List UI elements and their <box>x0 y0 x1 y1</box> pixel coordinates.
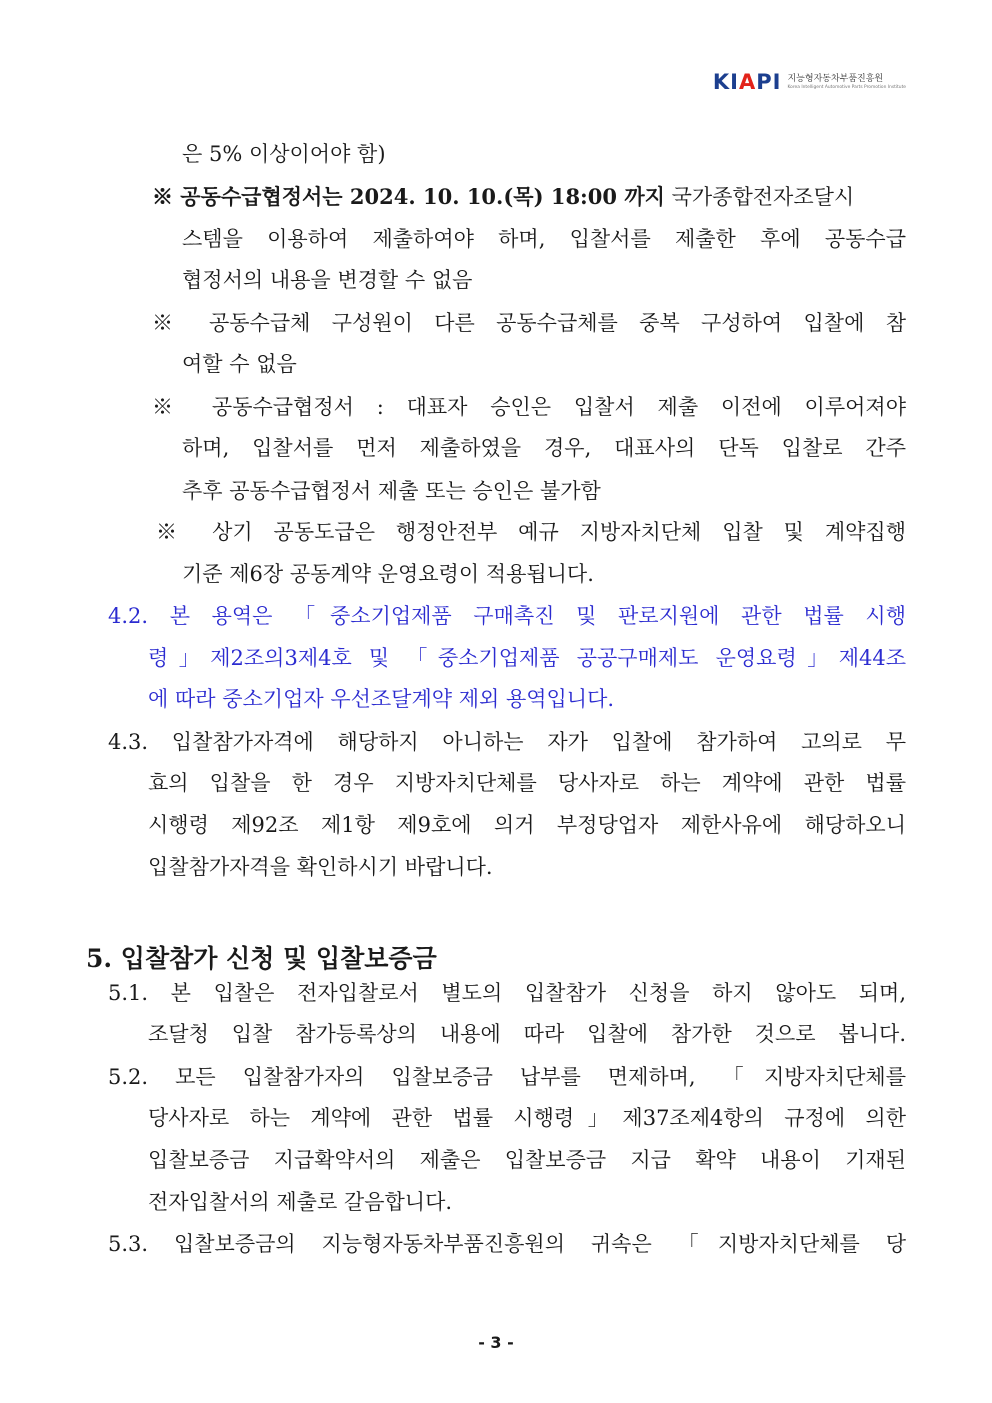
org-name-ko: 지능형자동차부품진흥원 <box>787 74 884 85</box>
page-number: - 3 - <box>478 1333 514 1352</box>
logo-subtitle <box>787 74 906 89</box>
text-line: 4.3. 입찰참가자격에 해당하지 아니하는 자가 입찰에 참가하여 고의로 무 <box>108 730 906 754</box>
text-line: ※ 공동수급협정서 : 대표자 승인은 입찰서 제출 이전에 이루어져야 <box>152 395 906 419</box>
org-name-en: Korea Intelligent Automotive Parts Promotion Institute <box>787 84 906 90</box>
text-line: 스템을 이용하여 제출하여야 하며, 입찰서를 제출한 후에 공동수급 <box>182 227 906 251</box>
text-line: 입찰참가자격을 확인하시기 바랍니다. <box>148 855 493 879</box>
text-line: ※ 공동수급체 구성원이 다른 공동수급체를 중복 구성하여 입찰에 참 <box>152 311 906 335</box>
text-line: 효의 입찰을 한 경우 지방자치단체를 당사자로 하는 계약에 관한 법률 <box>148 771 906 795</box>
text-line: 협정서의 내용을 변경할 수 없음 <box>182 268 473 292</box>
text-line: 5.1. 본 입찰은 전자입찰로서 별도의 입찰참가 신청을 하지 않아도 되며, <box>108 981 906 1005</box>
text-line: 당사자로 하는 계약에 관한 법률 시행령」제37조제4항의 규정에 의한 <box>148 1106 906 1130</box>
text-line: 전자입찰서의 제출로 갈음합니다. <box>148 1190 453 1214</box>
text-line: 5.2. 모든 입찰참가자의 입찰보증금 납부를 면제하며, 「지방자치단체를 <box>108 1065 906 1089</box>
text-line: 시행령 제92조 제1항 제9호에 의거 부정당업자 제한사유에 해당하오니 <box>148 813 906 837</box>
text-line: 하며, 입찰서를 먼저 제출하였을 경우, 대표사의 단독 입찰로 간주 <box>182 436 906 460</box>
text-line <box>152 186 906 208</box>
joint-agreement-deadline: ※ 공동수급협정서는 2024. 10. 10.(목) 18:00 까지 <box>152 184 665 209</box>
text-line: 5.3. 입찰보증금의 지능형자동차부품진흥원의 귀속은 「지방자치단체를 당 <box>108 1232 906 1256</box>
text-line: 입찰보증금 지급확약서의 제출은 입찰보증금 지급 확약 내용이 기재된 <box>148 1148 906 1172</box>
logo-accent-letter: A <box>739 70 757 94</box>
logo-mark: KIAPI <box>712 70 782 94</box>
text-line: 4.2. 본 용역은 「중소기업제품 구매촉진 및 판로지원에 관한 법률 시행 <box>108 604 906 628</box>
text-line: 은 5% 이상이어야 함) <box>182 142 386 166</box>
section-heading: 5. 입찰참가 신청 및 입찰보증금 <box>86 944 437 973</box>
text-line: ※ 상기 공동도급은 행정안전부 예규 지방자치단체 입찰 및 계약집행 <box>156 520 906 544</box>
text-line: 추후 공동수급협정서 제출 또는 승인은 불가함 <box>182 479 601 503</box>
kiapi-logo <box>713 70 906 94</box>
text-line: 기준 제6장 공동계약 운영요령이 적용됩니다. <box>182 562 594 586</box>
text-line: 령」제2조의3제4호 및 「중소기업제품 공공구매제도 운영요령」제44조 <box>148 646 906 670</box>
text-line: 에 따라 중소기업자 우선조달계약 제외 용역입니다. <box>148 687 615 711</box>
text-line: 조달청 입찰 참가등록상의 내용에 따라 입찰에 참가한 것으로 봅니다. <box>148 1022 906 1046</box>
text-line: 여할 수 없음 <box>182 352 297 376</box>
text-fragment: 국가종합전자조달시 <box>664 185 855 209</box>
